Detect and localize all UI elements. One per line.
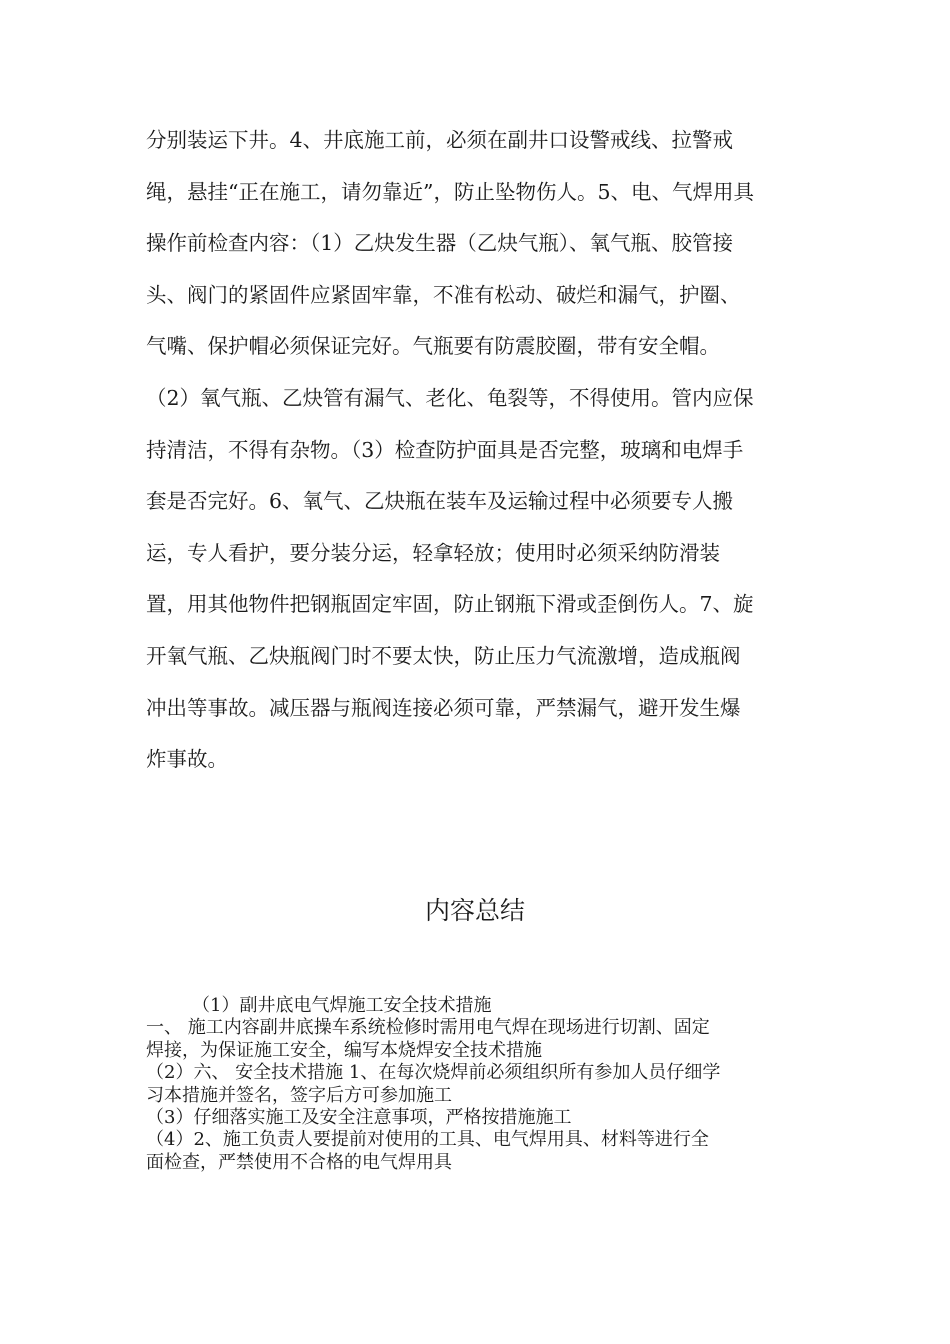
body-line: 开氧气瓶、乙炔瓶阀门时不要太快，防止压力气流激增，造成瓶阀 bbox=[146, 643, 741, 668]
summary-line: 面检查，严禁使用不合格的电气焊用具 bbox=[146, 1151, 452, 1173]
summary-line: （4）2、施工负责人要提前对使用的工具、电气焊用具、材料等进行全 bbox=[146, 1129, 709, 1151]
summary-line: （3）仔细落实施工及安全注意事项，严格按措施施工 bbox=[146, 1107, 572, 1129]
summary-line: 一、 施工内容副井底操车系统检修时需用电气焊在现场进行切割、固定 bbox=[146, 1017, 710, 1039]
document-body-text bbox=[146, 115, 808, 786]
body-line: 运，专人看护，要分装分运，轻拿轻放；使用时必须采纳防滑装 bbox=[146, 540, 720, 565]
summary-line: （2）六、 安全技术措施 1、在每次烧焊前必须组织所有参加人员仔细学 bbox=[146, 1062, 721, 1084]
summary-line: 习本措施并签名，签字后方可参加施工 bbox=[146, 1084, 452, 1106]
summary-title: 内容总结 bbox=[424, 896, 525, 925]
summary-line: （1）副井底电气焊施工安全技术措施 bbox=[192, 995, 492, 1016]
body-line: 冲出等事故。减压器与瓶阀连接必须可靠，严禁漏气，避开发生爆 bbox=[146, 695, 741, 720]
body-line: 绳，悬挂“正在施工，请勿靠近”，防止坠物伤人。5、电、气焊用具 bbox=[146, 179, 755, 204]
body-line: （2）氧气瓶、乙炔管有漏气、老化、龟裂等，不得使用。管内应保 bbox=[146, 385, 754, 410]
body-line: 分别装运下井。4、井底施工前，必须在副井口设警戒线、拉警戒 bbox=[146, 128, 734, 152]
body-line: 气嘴、保护帽必须保证完好。气瓶要有防震胶圈，带有安全帽。 bbox=[146, 334, 720, 359]
summary-section bbox=[146, 995, 808, 1174]
body-line: 置，用其他物件把钢瓶固定牢固，防止钢瓶下滑或歪倒伤人。7、旋 bbox=[146, 592, 754, 617]
body-line: 头、阀门的紧固件应紧固牢靠，不准有松动、破烂和漏气，护圈、 bbox=[146, 282, 741, 307]
summary-line: 焊接，为保证施工安全，编写本烧焊安全技术措施 bbox=[146, 1039, 542, 1061]
body-line: 操作前检查内容：（1）乙炔发生器（乙炔气瓶）、氧气瓶、胶管接 bbox=[146, 231, 734, 256]
body-line: 持清洁，不得有杂物。（3）检查防护面具是否完整，玻璃和电焊手 bbox=[146, 437, 744, 462]
body-line: 套是否完好。6、氧气、乙炔瓶在装车及运输过程中必须要专人搬 bbox=[146, 489, 734, 514]
body-line: 炸事故。 bbox=[146, 747, 228, 772]
